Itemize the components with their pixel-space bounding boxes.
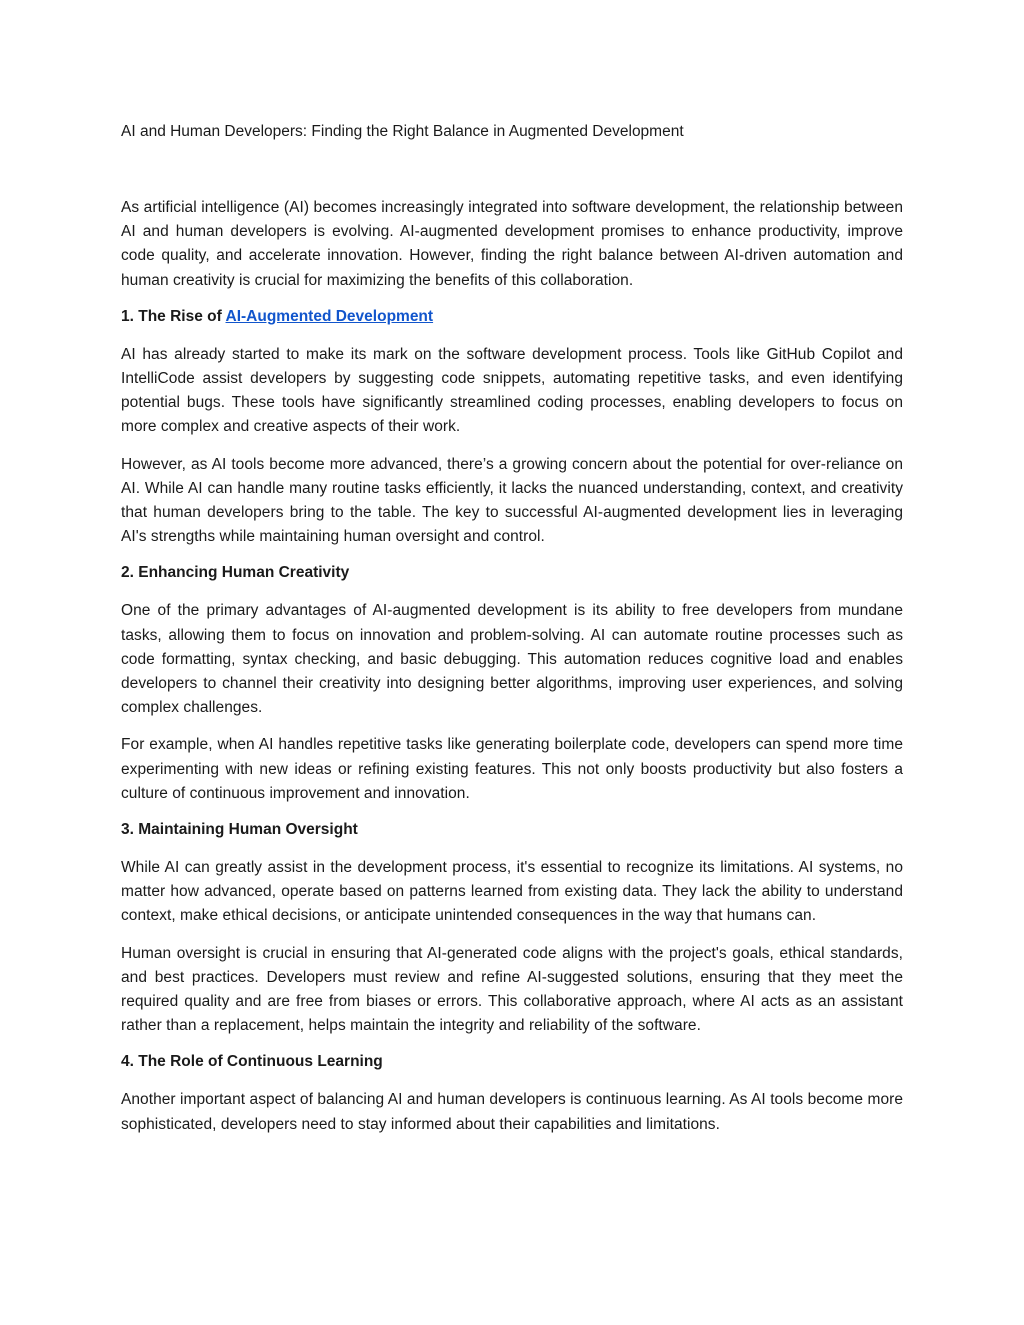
intro-paragraph: As artificial intelligence (AI) becomes increasingly integrated into software development, the relationship between AI and human developers is evolving. AI-augmented development promises to enhance productivity, improve code quality, and accelerate innovation. However, finding the right balance between AI-driven automation and human creativity is crucial for maximizing the benefits of this collaboration.	[121, 199, 903, 289]
section-2-paragraph-2: For example, when AI handles repetitive tasks like generating boilerplate code, developers can spend more time experimenting with new ideas or refining existing features. This not only boosts productivity but also fosters a culture of continuous improvement and innovation.	[121, 736, 903, 802]
section-4-paragraph-1: Another important aspect of balancing AI and human developers is continuous learning. As AI tools become more sophisticated, developers need to stay informed about their capabilities and limitations.	[121, 1091, 903, 1133]
section-heading-3: 3. Maintaining Human Oversight	[121, 821, 358, 839]
section-heading-4: 4. The Role of Continuous Learning	[121, 1053, 383, 1071]
section-1-paragraph-1: AI has already started to make its mark on the software development process. Tools like GitHub Copilot and IntelliCode assist developers by suggesting code snippets, automating repetitive tasks, and even identifying potential bugs. These tools have significantly streamlined coding processes, enabling developers to focus on more complex and creative aspects of their work.	[121, 345, 903, 436]
section-heading-1-prefix: 1. The Rise of	[121, 307, 226, 325]
section-heading-2: 2. Enhancing Human Creativity	[121, 564, 350, 582]
section-2-paragraph-1: One of the primary advantages of AI-augmented development is its ability to free developers from mundane tasks, allowing them to focus on innovation and problem-solving. AI can automate routine processes such as code formatting, syntax checking, and basic debugging. This automation reduces cognitive load and enables developers to channel their creativity into designing better algorithms, improving user experiences, and solving complex challenges.	[121, 602, 903, 717]
section-3-paragraph-2: Human oversight is crucial in ensuring that AI-generated code aligns with the project's goals, ethical standards, and best practices. Developers must review and refine AI-suggested solutions, ensuring that they meet the required quality and are free from biases or errors. This collaborative approach, where AI acts as an assistant rather than a replacement, helps maintain the integrity and reliability of the software.	[121, 944, 903, 1035]
section-1-paragraph-2: However, as AI tools become more advanced, there’s a growing concern about the potential for over-reliance on AI. While AI can handle many routine tasks efficiently, it lacks the nuanced understanding, context, and creativity that human developers bring to the table. The key to successful AI-augmented development lies in leveraging AI's strengths while maintaining human oversight and control.	[121, 455, 903, 546]
page-title: AI and Human Developers: Finding the Right Balance in Augmented Development	[121, 123, 684, 140]
section-3-paragraph-1: While AI can greatly assist in the development process, it's essential to recognize its limitations. AI systems, no matter how advanced, operate based on patterns learned from existing data. They lack the ability to understand context, make ethical decisions, or anticipate unintended consequences in the way that humans can.	[121, 859, 903, 925]
ai-augmented-development-link[interactable]: AI-Augmented Development	[225, 307, 434, 325]
section-heading-1	[121, 306, 903, 328]
